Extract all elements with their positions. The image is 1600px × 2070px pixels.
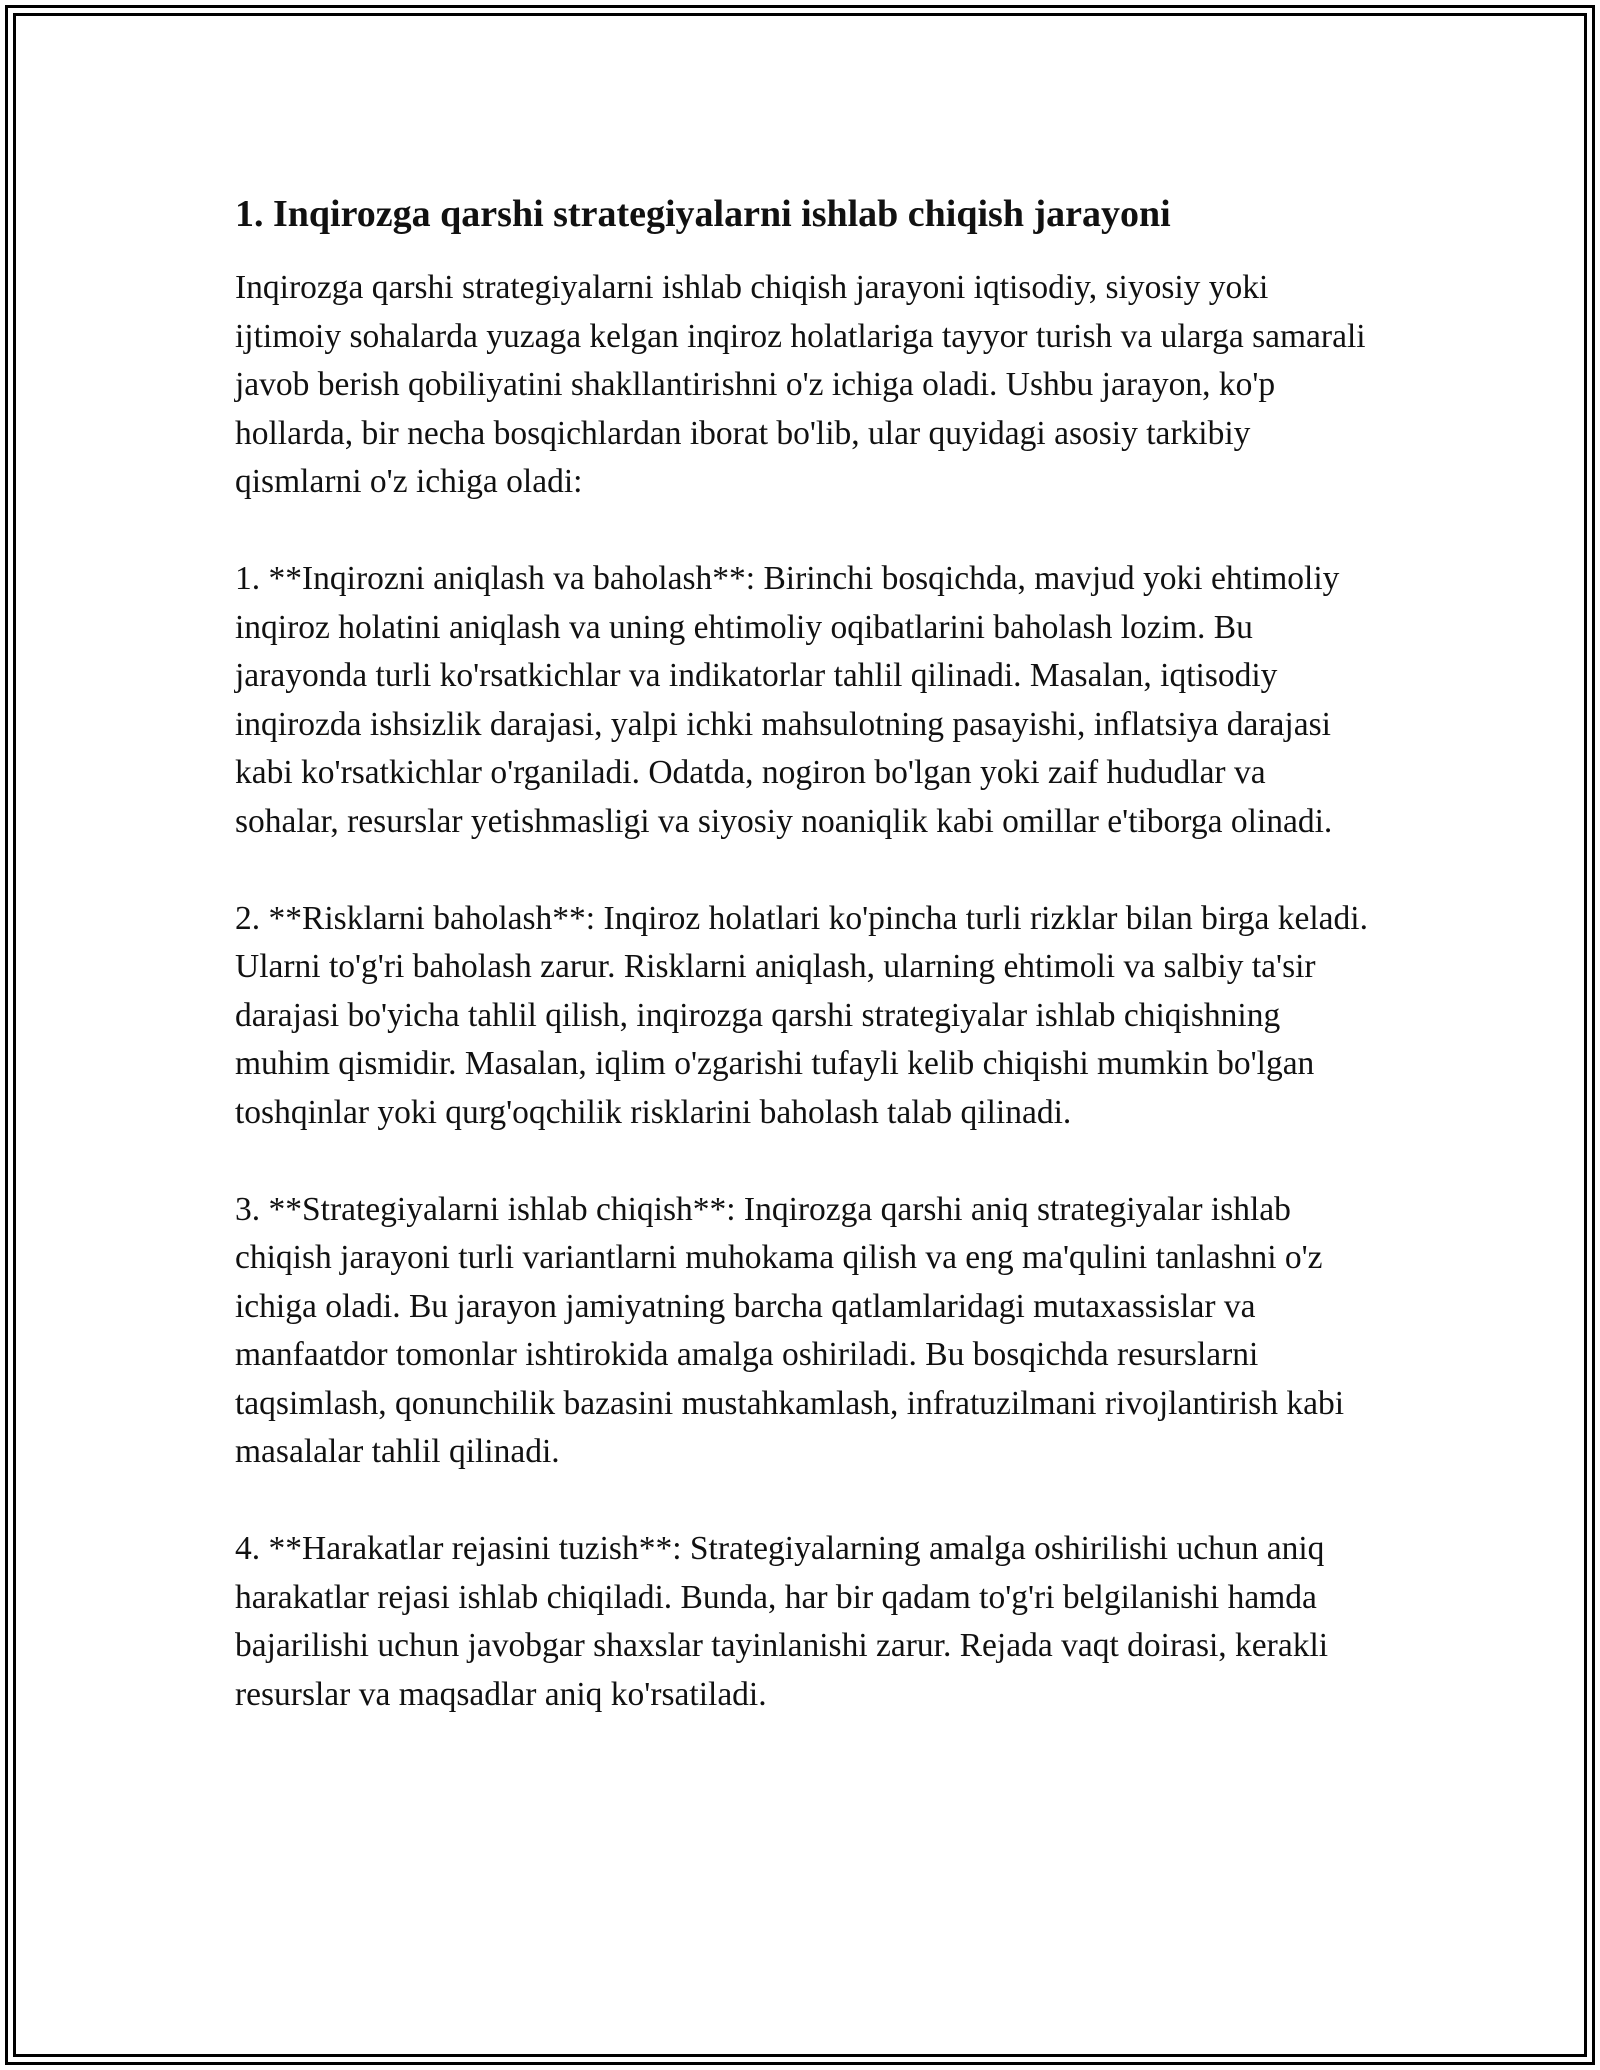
document-body — [235, 186, 1370, 1719]
intro-paragraph: Inqirozga qarshi strategiyalarni ishlab chiqish jarayoni iqtisodiy, siyosiy yoki ijtimoiy sohalarda yuzaga kelgan inqiroz holatlariga tayyor turish va ularga samarali javob berish qobiliyatini shakllantirishni o'z ichiga oladi. Ushbu jarayon, ko'p hollarda, bir necha bosqichlardan iborat bo'lib, ular quyidagi asosiy tarkibiy qismlarni o'z ichiga oladi: — [235, 269, 1366, 500]
paragraph-action-plan: 4. **Harakatlar rejasini tuzish**: Strategiyalarning amalga oshirilishi uchun aniq harakatlar rejasi ishlab chiqiladi. Bunda, har bir qadam to'g'ri belgilanishi hamda bajarilishi uchun javobgar shaxslar tayinlanishi zarur. Rejada vaqt doirasi, kerakli resurslar va maqsadlar aniq ko'rsatiladi. — [235, 1530, 1329, 1713]
paragraph-risk-assessment: 2. **Risklarni baholash**: Inqiroz holatlari ko'pincha turli rizklar bilan birga keladi. Ularni to'g'ri baholash zarur. Risklarni aniqlash, ularning ehtimoli va salbiy ta'sir darajasi bo'yicha tahlil qilish, inqirozga qarshi strategiyalar ishlab chiqishning muhim qismidir. Masalan, iqlim o'zgarishi tufayli kelib chiqishi mumkin bo'lgan toshqinlar yoki qurg'oqchilik risklarini baholash talab qilinadi. — [235, 899, 1368, 1131]
document-title: 1. Inqirozga qarshi strategiyalarni ishlab chiqish jarayoni — [235, 193, 1171, 235]
paragraph-crisis-identification: 1. **Inqirozni aniqlash va baholash**: Birinchi bosqichda, mavjud yoki ehtimoliy inqiroz holatini aniqlash va uning ehtimoliy oqibatlarini baholash lozim. Bu jarayonda turli ko'rsatkichlar va indikatorlar tahlil qilinadi. Masalan, iqtisodiy inqirozda ishsizlik darajasi, yalpi ichki mahsulotning pasayishi, inflatsiya darajasi kabi ko'rsatkichlar o'rganiladi. Odatda, nogiron bo'lgan yoki zaif hududlar va sohalar, resurslar yetishmasligi va siyosiy noaniqlik kabi omillar e'tiborga olinadi. — [235, 560, 1340, 840]
paragraph-strategy-development: 3. **Strategiyalarni ishlab chiqish**: Inqirozga qarshi aniq strategiyalar ishlab chiqish jarayoni turli variantlarni muhokama qilish va eng ma'qulini tanlashni o'z ichiga oladi. Bu jarayon jamiyatning barcha qatlamlaridagi mutaxassislar va manfaatdor tomonlar ishtirokida amalga oshiriladi. Bu bosqichda resurslarni taqsimlash, qonunchilik bazasini mustahkamlash, infratuzilmani rivojlantirish kabi masalalar tahlil qilinadi. — [235, 1190, 1345, 1470]
